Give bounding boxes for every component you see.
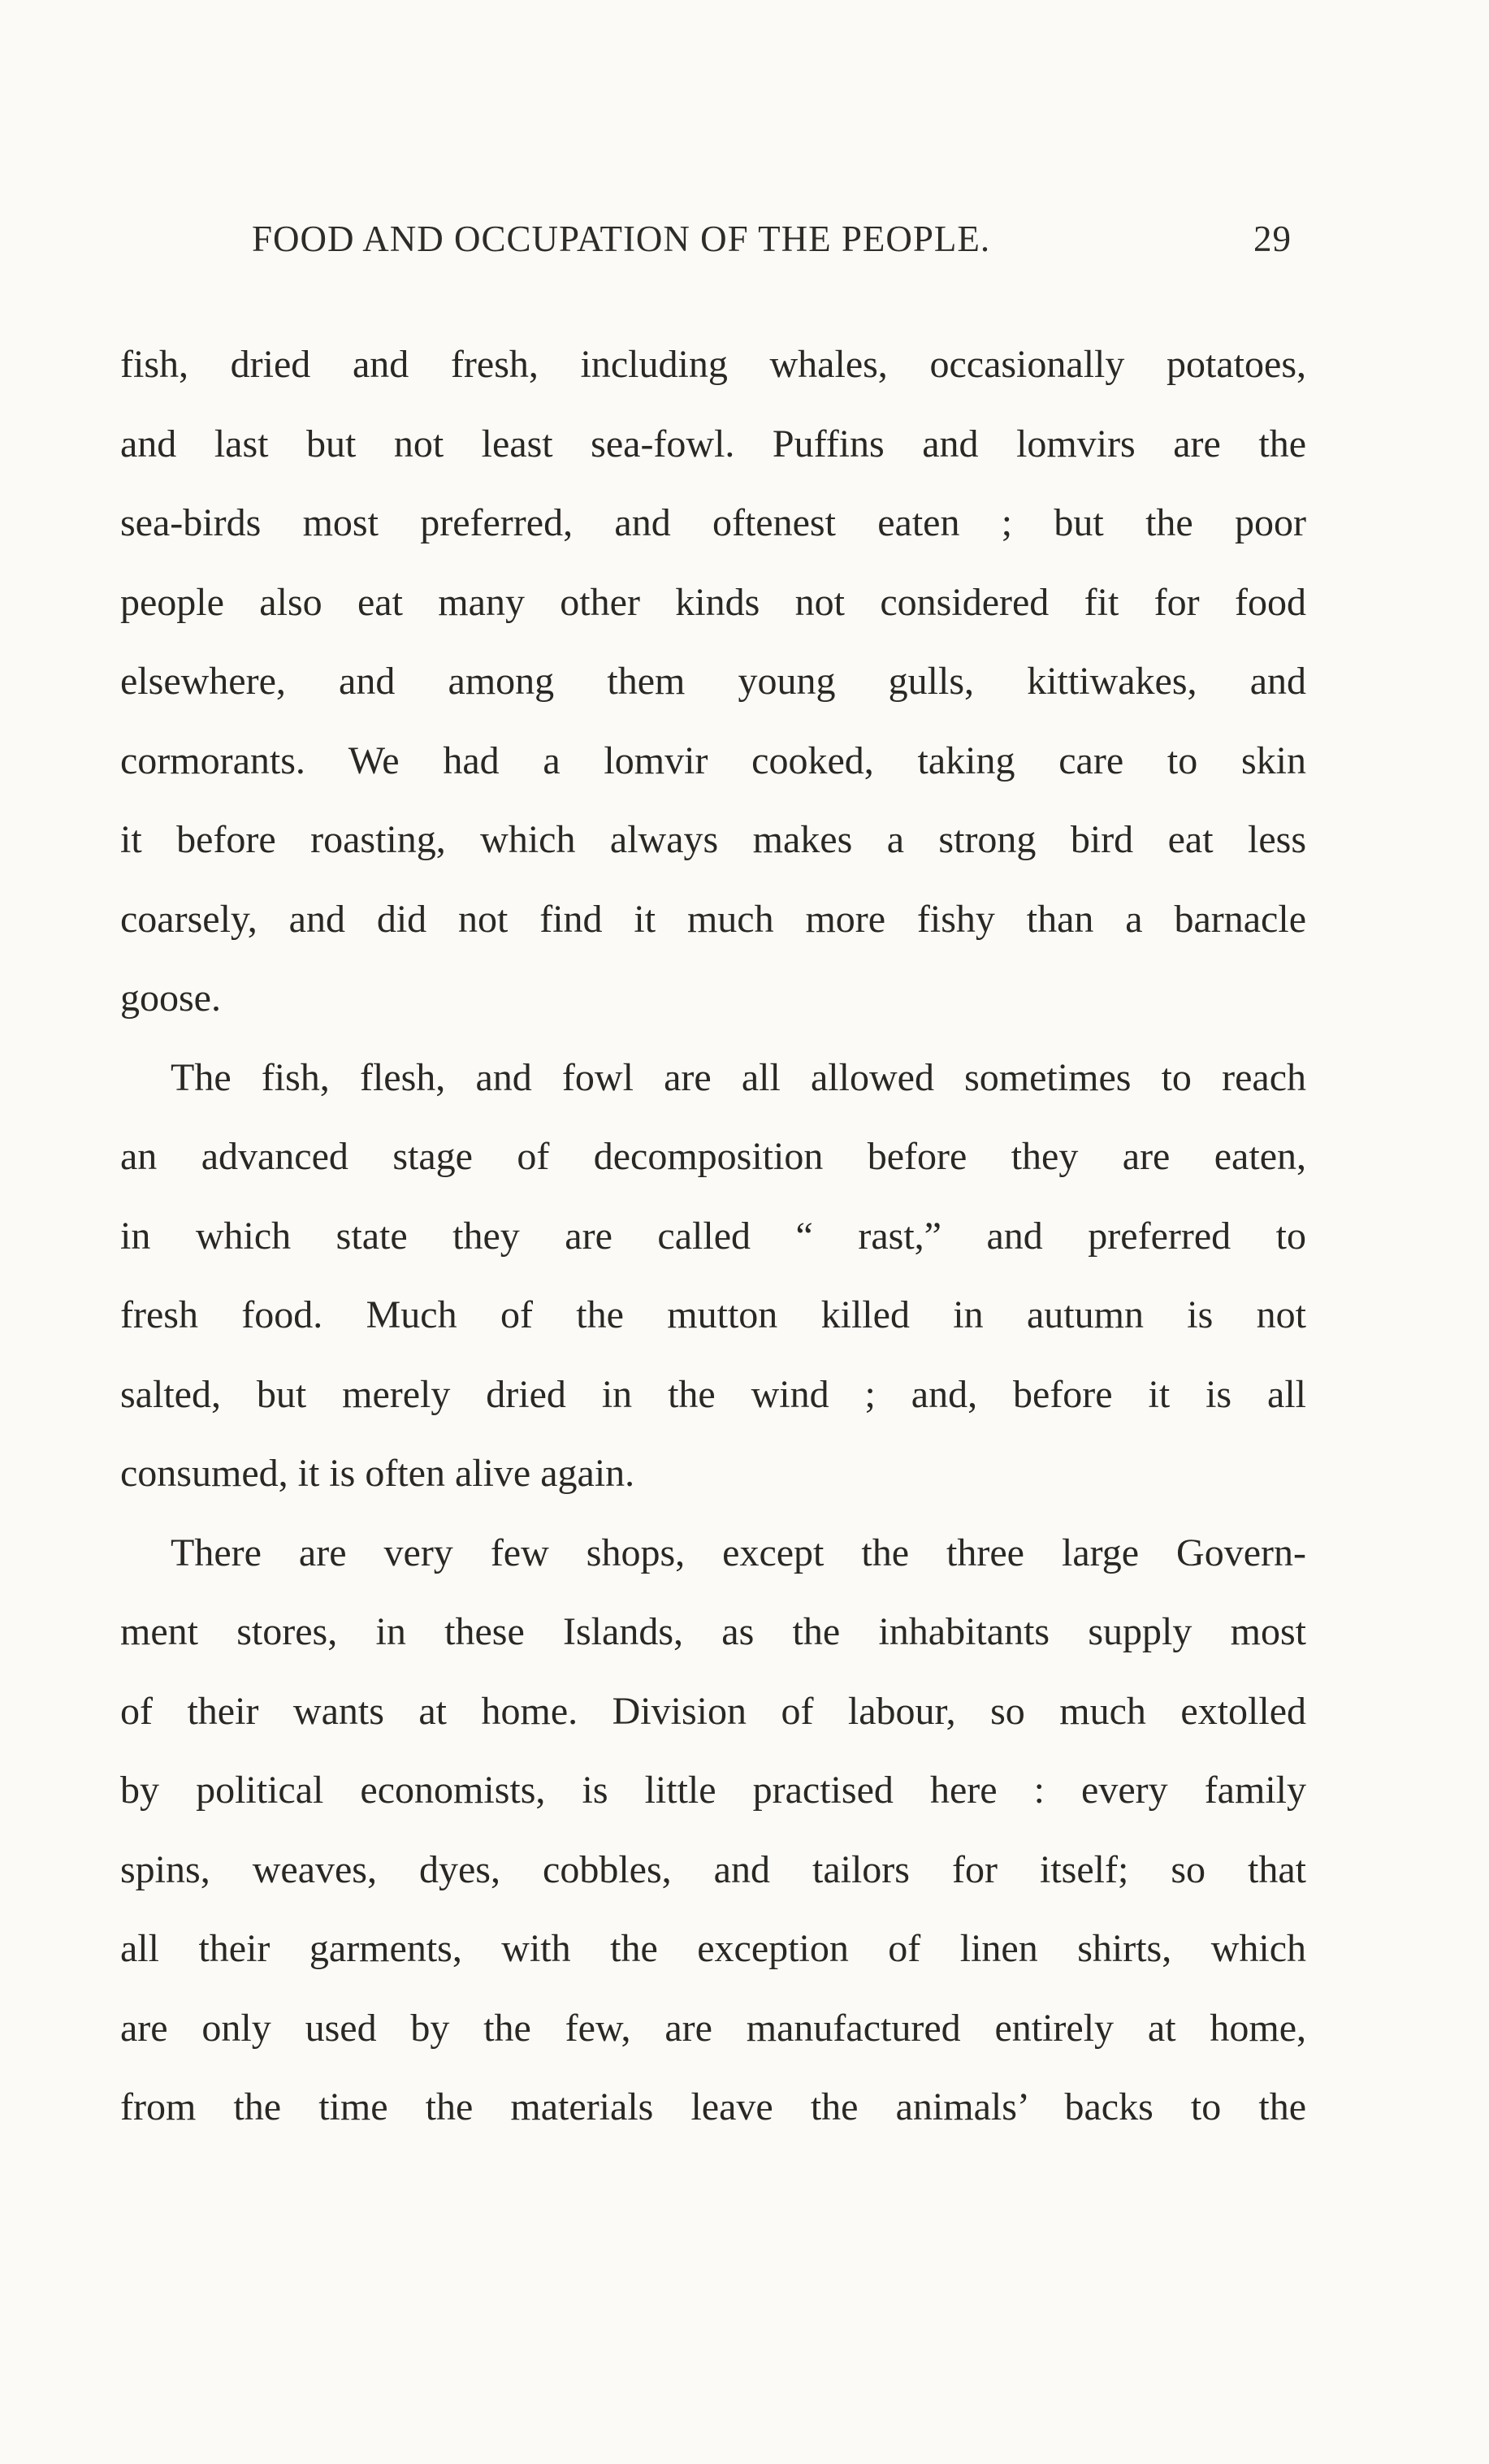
paragraph-decomposition bbox=[120, 1038, 1306, 1513]
text-line: are only used by the few, are manufactured entirely at home, bbox=[120, 2006, 1306, 2050]
text-line: cormorants. We had a lomvir cooked, taking care to skin bbox=[120, 738, 1306, 782]
text-line: goose. bbox=[120, 977, 221, 1020]
text-line: The fish, flesh, and fowl are all allowed sometimes to reach bbox=[171, 1055, 1306, 1099]
paragraph-food bbox=[120, 325, 1306, 1038]
text-line: ment stores, in these Islands, as the inhabitants supply most bbox=[120, 1610, 1306, 1653]
text-line: from the time the materials leave the animals’ backs to the bbox=[120, 2085, 1306, 2128]
text-line: coarsely, and did not find it much more fishy than a barnacle bbox=[120, 897, 1306, 941]
page-number: 29 bbox=[1253, 219, 1292, 259]
running-title: FOOD AND OCCUPATION OF THE PEOPLE. bbox=[252, 219, 991, 259]
text-line: salted, but merely dried in the wind ; and, before it is all bbox=[120, 1372, 1306, 1416]
text-line: all their garments, with the exception of linen shirts, which bbox=[120, 1927, 1306, 1970]
text-line: in which state they are called “ rast,” and preferred to bbox=[120, 1214, 1306, 1258]
text-line: an advanced stage of decomposition before they are eaten, bbox=[120, 1135, 1306, 1178]
text-line: people also eat many other kinds not considered fit for food bbox=[120, 580, 1306, 624]
text-line: by political economists, is little practised here : every family bbox=[120, 1769, 1306, 1812]
text-line: and last but not least sea-fowl. Puffins and lomvirs are the bbox=[120, 422, 1306, 466]
text-line: sea-birds most preferred, and oftenest eaten ; but the poor bbox=[120, 501, 1306, 544]
text-line: it before roasting, which always makes a strong bird eat less bbox=[120, 818, 1306, 861]
running-head bbox=[252, 218, 1292, 266]
text-line: fish, dried and fresh, including whales, occasionally potatoes, bbox=[120, 343, 1306, 386]
paragraph-shops bbox=[120, 1513, 1306, 2147]
text-line: fresh food. Much of the mutton killed in autumn is not bbox=[120, 1293, 1306, 1336]
text-line: There are very few shops, except the three large Govern- bbox=[171, 1531, 1306, 1574]
body-text bbox=[120, 325, 1306, 2147]
text-line: of their wants at home. Division of labour, so much extolled bbox=[120, 1689, 1306, 1733]
text-line: elsewhere, and among them young gulls, kittiwakes, and bbox=[120, 660, 1306, 703]
text-line: spins, weaves, dyes, cobbles, and tailors for itself; so that bbox=[120, 1847, 1306, 1891]
text-line: consumed, it is often alive again. bbox=[120, 1452, 635, 1495]
